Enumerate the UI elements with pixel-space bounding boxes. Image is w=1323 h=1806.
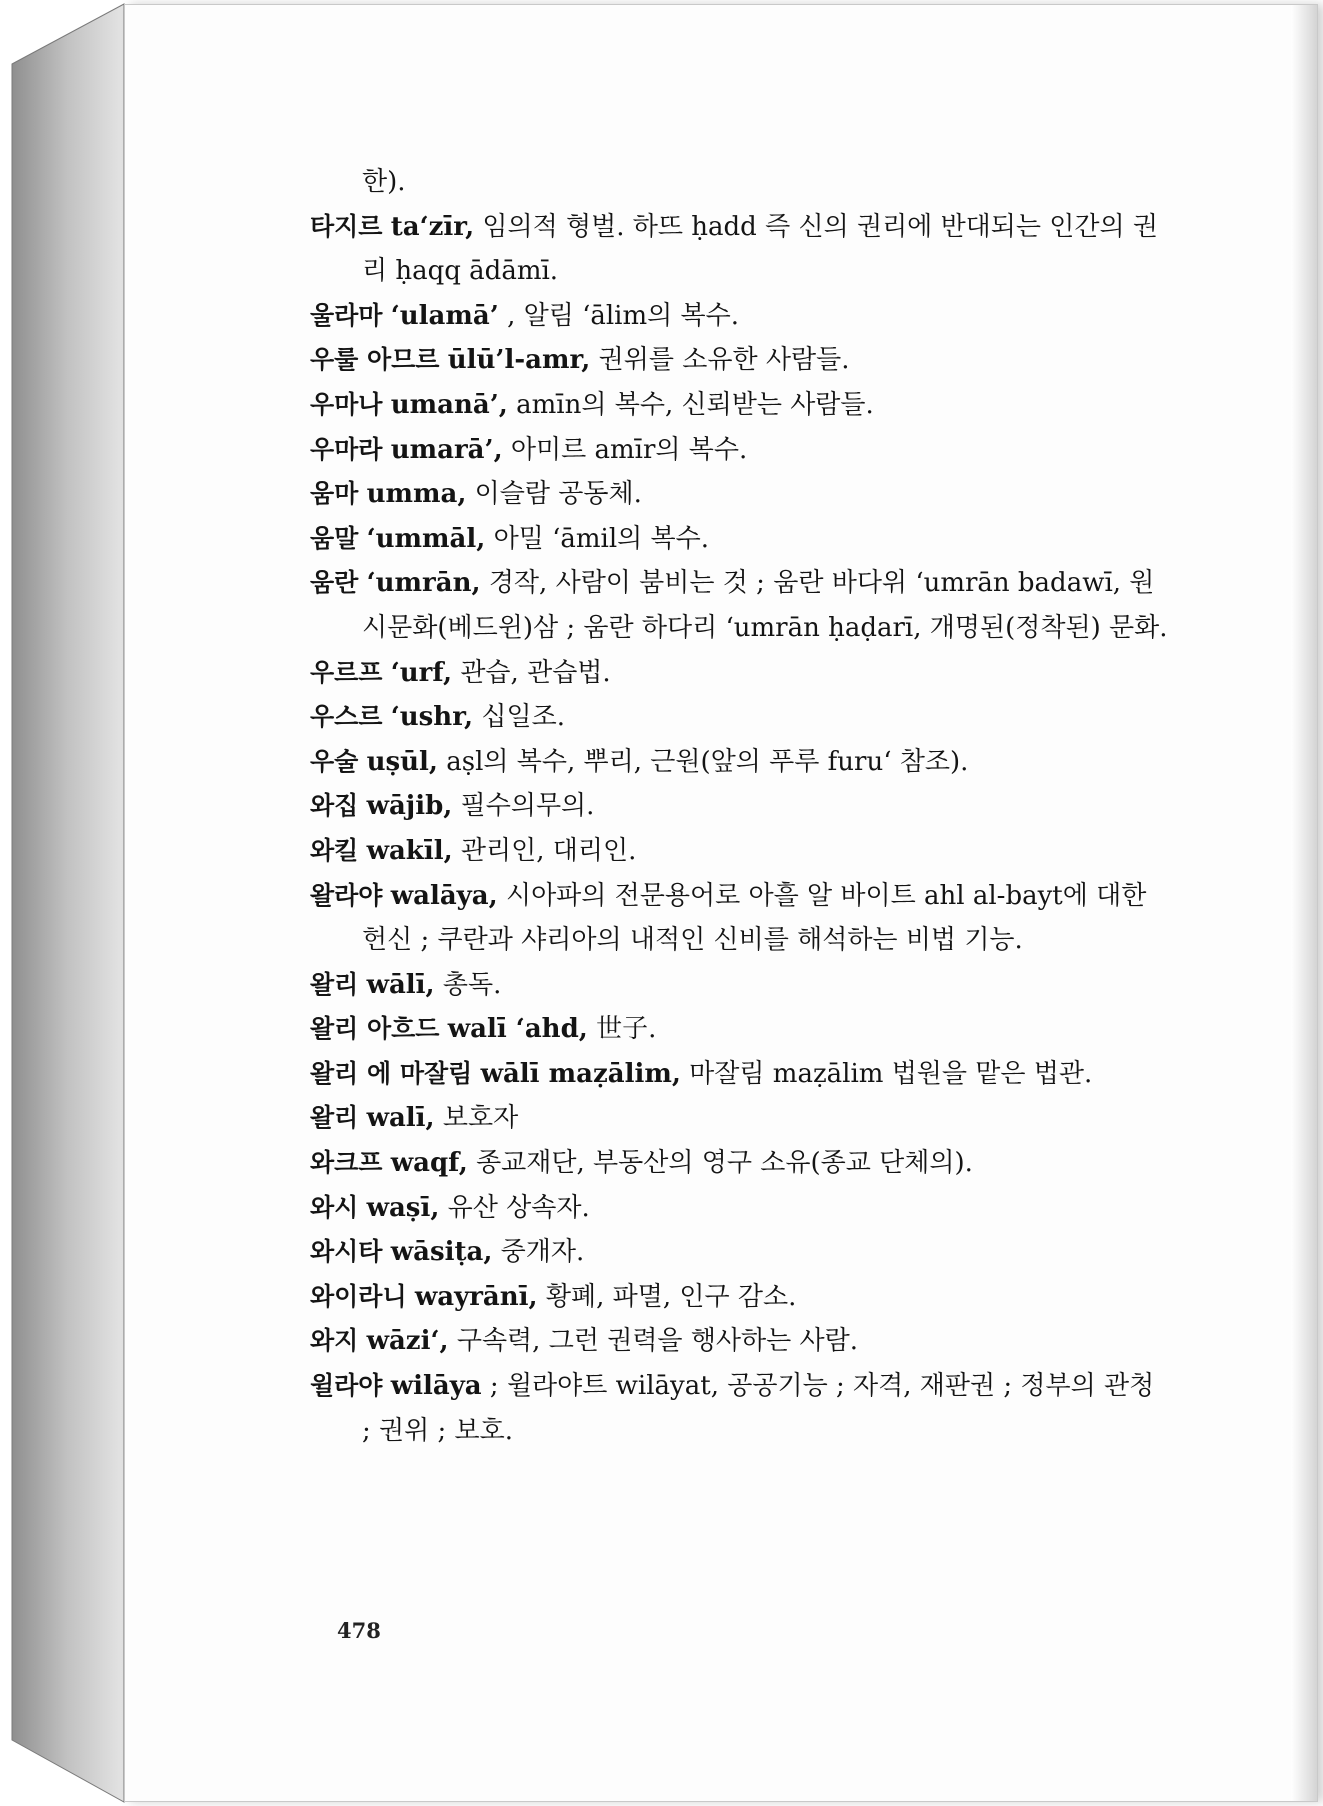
- entry-romanized-term: wālī,: [366, 969, 435, 1000]
- entry-korean-term: 왈리: [310, 1103, 359, 1133]
- glossary-entry: [310, 651, 1170, 696]
- entry-korean-term: 와킬: [310, 835, 359, 865]
- glossary-entry: [310, 784, 1170, 829]
- entry-definition: , 알림 ‘ālim의 복수.: [507, 300, 740, 331]
- entry-definition: 시아파의 전문용어로 아흘 알 바이트 ahl al-bayt에 대한 헌신 ; 쿠란과 샤리아의 내적인 신비를 해석하는 비법 기능.: [362, 880, 1147, 956]
- entry-romanized-term: walī ‘ahd,: [447, 1014, 588, 1045]
- entry-korean-term: 와시타: [310, 1237, 383, 1267]
- glossary-entry: [310, 472, 1170, 517]
- entry-korean-term: 와집: [310, 791, 359, 821]
- entry-romanized-term: ‘ulamā’: [390, 300, 499, 331]
- glossary-entry: [310, 1319, 1170, 1364]
- entry-romanized-term: ‘ushr,: [390, 702, 474, 733]
- entry-romanized-term: ‘ummāl,: [366, 523, 486, 554]
- entry-korean-term: 움말: [310, 523, 359, 553]
- glossary-entry: [310, 338, 1170, 383]
- glossary-entry: [310, 874, 1170, 963]
- entry-definition: 아미르 amīr의 복수.: [510, 434, 748, 465]
- entry-romanized-term: wāzi‘,: [366, 1326, 449, 1357]
- entry-korean-term: 움란: [310, 568, 359, 598]
- glossary-entry: [310, 1364, 1170, 1453]
- glossary-entry: [310, 1186, 1170, 1231]
- entry-korean-term: 왈리: [310, 969, 359, 999]
- entry-definition: 관습, 관습법.: [460, 657, 611, 688]
- entry-korean-term: 왈라야: [310, 880, 383, 910]
- entry-korean-term: 와지: [310, 1326, 359, 1356]
- entry-romanized-term: walī,: [366, 1103, 435, 1134]
- entry-definition: amīn의 복수, 신뢰받는 사람들.: [516, 389, 874, 420]
- entry-definition: 종교재단, 부동산의 영구 소유(종교 단체의).: [476, 1148, 973, 1179]
- entry-romanized-term: ‘umrān,: [366, 568, 481, 599]
- entry-romanized-term: wakīl,: [366, 835, 453, 866]
- page-edge-shadow: [1291, 5, 1317, 1801]
- entry-romanized-term: umma,: [366, 479, 467, 510]
- entry-romanized-term: wālī maẓālim,: [480, 1058, 681, 1089]
- entry-romanized-term: walāya,: [390, 880, 498, 911]
- entry-romanized-term: uṣūl,: [366, 746, 438, 777]
- glossary-entry: [310, 1007, 1170, 1052]
- entry-korean-term: 울라마: [310, 300, 383, 330]
- entry-korean-term: 와시: [310, 1192, 359, 1222]
- entry-korean-term: 와이라니: [310, 1281, 407, 1311]
- glossary-entry: [310, 829, 1170, 874]
- entry-korean-term: 우르프: [310, 657, 383, 687]
- glossary-entry: [310, 1096, 1170, 1141]
- entry-definition: 世子.: [596, 1014, 657, 1045]
- entry-korean-term: 우술: [310, 746, 359, 776]
- glossary-entry: [310, 1141, 1170, 1186]
- entry-definition: 보호자: [442, 1103, 519, 1134]
- entry-korean-term: 우마나: [310, 389, 383, 419]
- glossary-entry: [310, 561, 1170, 650]
- glossary-entry: [310, 517, 1170, 562]
- glossary-entry: [310, 294, 1170, 339]
- glossary-entry: [310, 428, 1170, 473]
- entry-definition: 경작, 사람이 붐비는 것 ; 움란 바다위 ‘umrān badawī, 원시문화(베드윈)삼 ; 움란 하다리 ‘umrān ḥaḍarī, 개명된(정착된) 문화.: [362, 568, 1168, 643]
- entry-definition: 마잘림 maẓālim 법원을 맡은 법관.: [689, 1058, 1093, 1089]
- entry-romanized-term: ‘urf,: [390, 657, 453, 688]
- entry-definition: 아밀 ‘āmil의 복수.: [493, 523, 710, 554]
- entry-korean-term: 우마라: [310, 434, 383, 464]
- glossary-content: [310, 160, 1170, 1453]
- entry-definition: 임의적 형벌. 하뜨 ḥadd 즉 신의 권리에 반대되는 인간의 권리 ḥaqq ādāmī.: [362, 211, 1159, 287]
- entry-korean-term: 와크프: [310, 1148, 383, 1178]
- entry-romanized-term: umarā’,: [390, 434, 503, 465]
- entry-definition: 관리인, 대리인.: [460, 835, 637, 866]
- entry-definition: 십일조.: [481, 702, 565, 733]
- entry-definition: ; 윌라야트 wilāyat, 공공기능 ; 자격, 재판권 ; 정부의 관청 ; 권위 ; 보호.: [362, 1371, 1155, 1446]
- entry-definition: 총독.: [442, 969, 502, 1000]
- entry-definition: 필수의무의.: [460, 791, 595, 822]
- glossary-entries: [310, 205, 1170, 1454]
- entry-korean-term: 왈리 아흐드: [310, 1014, 440, 1044]
- entry-romanized-term: wāsiṭa,: [390, 1237, 493, 1268]
- entry-definition: 구속력, 그런 권력을 행사하는 사람.: [456, 1326, 859, 1357]
- entry-definition: 이슬람 공동체.: [474, 479, 642, 510]
- glossary-entry: [310, 1275, 1170, 1320]
- glossary-entry: [310, 963, 1170, 1008]
- entry-korean-term: 우룰 아므르: [310, 345, 440, 375]
- glossary-entry: [310, 1230, 1170, 1275]
- continuation-line: 한).: [362, 167, 406, 197]
- page-number: 478: [337, 1618, 381, 1643]
- glossary-entry: [310, 695, 1170, 740]
- glossary-entry: [310, 383, 1170, 428]
- entry-definition: 권위를 소유한 사람들.: [598, 345, 850, 376]
- entry-korean-term: 우스르: [310, 702, 383, 732]
- entry-romanized-term: ta‘zīr,: [390, 211, 475, 242]
- glossary-entry: [310, 740, 1170, 785]
- entry-korean-term: 윌라야: [310, 1371, 383, 1401]
- entry-romanized-term: wilāya: [390, 1371, 482, 1402]
- entry-korean-term: 움마: [310, 479, 359, 509]
- entry-definition: aṣl의 복수, 뿌리, 근원(앞의 푸루 furu‘ 참조).: [446, 746, 969, 777]
- entry-romanized-term: ūlū’l-amr,: [447, 345, 591, 376]
- entry-korean-term: 왈리 에 마잘림: [310, 1058, 473, 1088]
- entry-definition: 중개자.: [500, 1237, 585, 1268]
- glossary-entry: [310, 205, 1170, 294]
- entry-romanized-term: umanā’,: [390, 389, 508, 420]
- entry-korean-term: 타지르: [310, 211, 383, 241]
- entry-romanized-term: waṣī,: [366, 1192, 440, 1223]
- entry-romanized-term: wājib,: [366, 791, 453, 822]
- entry-definition: 유산 상속자.: [447, 1192, 590, 1223]
- glossary-entry: [310, 1052, 1170, 1097]
- entry-definition: 황폐, 파멸, 인구 감소.: [545, 1281, 797, 1312]
- entry-romanized-term: wayrānī,: [414, 1281, 538, 1312]
- entry-romanized-term: waqf,: [390, 1148, 468, 1179]
